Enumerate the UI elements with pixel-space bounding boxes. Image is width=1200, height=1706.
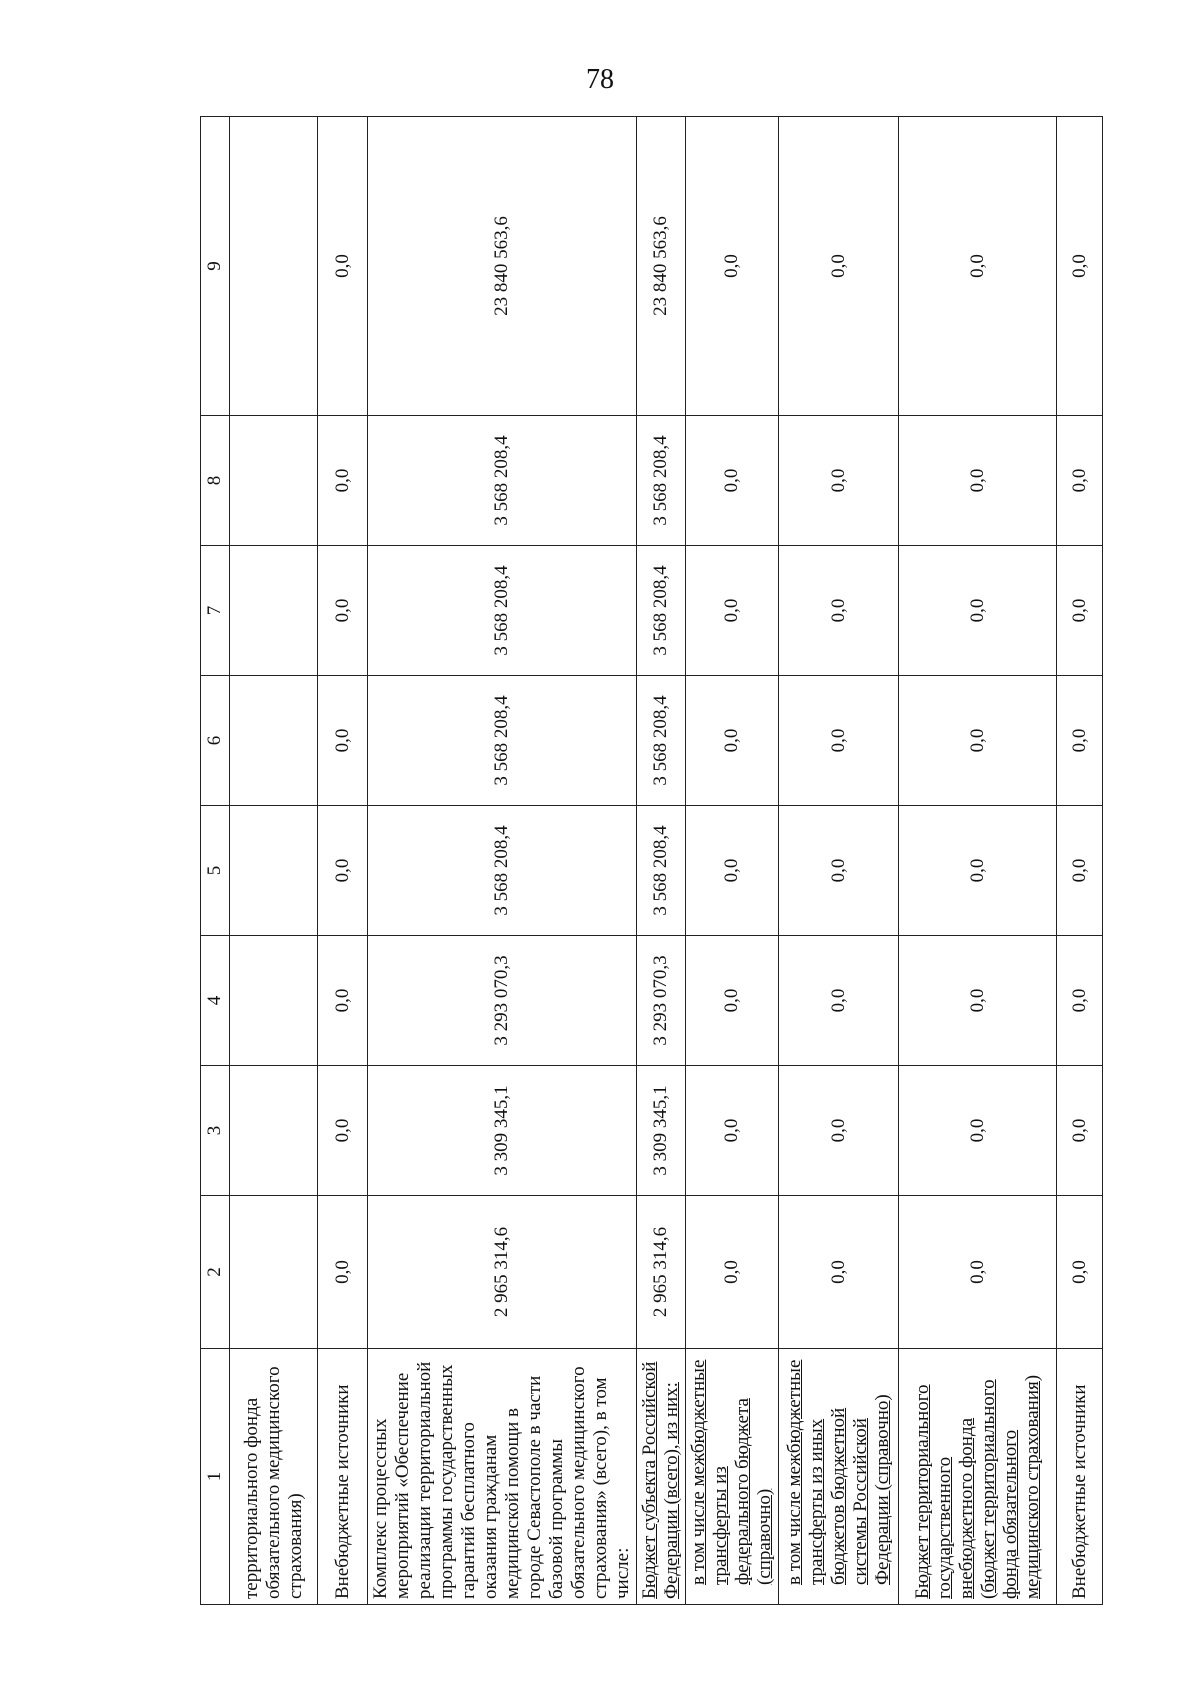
table-cell: 0,0 xyxy=(899,1196,1057,1349)
table-cell: 0,0 xyxy=(899,806,1057,936)
table-cell: 3 309 345,1 xyxy=(637,1066,686,1196)
table-cell: 0,0 xyxy=(318,936,368,1066)
table-cell: 0,0 xyxy=(1057,1066,1103,1196)
table-cell: 0,0 xyxy=(686,1196,779,1349)
table-cell: 0,0 xyxy=(779,806,899,936)
row-label: Комплекс процессных мероприятий «Обеспечение реализации территориальной программы государственных гарантий бесплатного оказания гражданам медицинской помощи в городе Севастополе в части базовой программы обязательного медицинского страхования» (всего), в том числе: xyxy=(368,1349,637,1605)
table-cell: 0,0 xyxy=(1057,546,1103,676)
table-cell: 0,0 xyxy=(899,546,1057,676)
page-number: 78 xyxy=(586,64,614,95)
table-cell: 23 840 563,6 xyxy=(368,117,637,416)
table-cell xyxy=(230,676,318,806)
table-cell: 0,0 xyxy=(318,676,368,806)
column-header: 8 xyxy=(201,416,230,546)
row-label-text: в том числе межбюджетные трансферты из иных бюджетов бюджетной системы Российской Федерации (справочно) xyxy=(783,1359,893,1585)
table-cell: 0,0 xyxy=(686,546,779,676)
table-cell: 3 568 208,4 xyxy=(368,416,637,546)
row-label: Внебюджетные источники xyxy=(318,1349,368,1605)
table-cell: 0,0 xyxy=(1057,416,1103,546)
row-label: территориального фонда обязательного медицинского страхования) xyxy=(230,1349,318,1605)
table-cell: 0,0 xyxy=(1057,1196,1103,1349)
table-cell: 0,0 xyxy=(318,1196,368,1349)
row-label: Бюджет субъекта Российской Федерации (всего), из них: xyxy=(637,1349,686,1605)
table-cell: 0,0 xyxy=(1057,117,1103,416)
table-cell: 0,0 xyxy=(1057,676,1103,806)
table-row xyxy=(318,117,368,1605)
table-cell: 3 568 208,4 xyxy=(637,416,686,546)
row-label: Внебюджетные источники xyxy=(1057,1349,1103,1605)
table-cell: 0,0 xyxy=(686,676,779,806)
column-header: 4 xyxy=(201,936,230,1066)
table-cell: 0,0 xyxy=(318,546,368,676)
table-cell: 3 568 208,4 xyxy=(368,546,637,676)
column-header: 1 xyxy=(201,1349,230,1605)
table-cell: 0,0 xyxy=(686,936,779,1066)
table-cell: 3 568 208,4 xyxy=(368,806,637,936)
table-cell: 0,0 xyxy=(318,1066,368,1196)
table-cell: 3 568 208,4 xyxy=(637,806,686,936)
table-cell: 0,0 xyxy=(899,117,1057,416)
table-cell xyxy=(230,117,318,416)
table-row xyxy=(1057,117,1103,1605)
table-cell: 0,0 xyxy=(1057,806,1103,936)
table-cell xyxy=(230,1196,318,1349)
table-cell: 0,0 xyxy=(318,117,368,416)
table-cell: 0,0 xyxy=(779,936,899,1066)
table-cell: 0,0 xyxy=(686,1066,779,1196)
table-cell: 2 965 314,6 xyxy=(368,1196,637,1349)
rotated-table-container xyxy=(200,117,1094,1605)
table-cell: 23 840 563,6 xyxy=(637,117,686,416)
table-cell xyxy=(230,1066,318,1196)
row-label: Бюджет территориального государственного внебюджетного фонда (бюджет территориального фонда обязательного медицинского страхования) xyxy=(899,1349,1057,1605)
table-cell: 3 568 208,4 xyxy=(368,676,637,806)
table-cell: 0,0 xyxy=(779,1066,899,1196)
column-header: 2 xyxy=(201,1196,230,1349)
table-cell: 0,0 xyxy=(686,806,779,936)
table-cell: 3 293 070,3 xyxy=(637,936,686,1066)
table-cell: 0,0 xyxy=(779,117,899,416)
table-row xyxy=(686,117,779,1605)
table-cell xyxy=(230,546,318,676)
table-cell xyxy=(230,416,318,546)
table-cell: 0,0 xyxy=(899,1066,1057,1196)
table-cell: 0,0 xyxy=(1057,936,1103,1066)
column-header: 3 xyxy=(201,1066,230,1196)
table-cell: 0,0 xyxy=(318,416,368,546)
table-cell: 0,0 xyxy=(899,936,1057,1066)
table-row xyxy=(779,117,899,1605)
table-row xyxy=(368,117,637,1605)
budget-table xyxy=(200,116,1103,1605)
table-cell: 0,0 xyxy=(899,416,1057,546)
table-row xyxy=(230,117,318,1605)
table-row xyxy=(637,117,686,1605)
table-cell: 0,0 xyxy=(686,416,779,546)
table-cell: 3 568 208,4 xyxy=(637,676,686,806)
table-row xyxy=(899,117,1057,1605)
table-cell: 3 568 208,4 xyxy=(637,546,686,676)
column-header: 7 xyxy=(201,546,230,676)
table-cell: 2 965 314,6 xyxy=(637,1196,686,1349)
row-label xyxy=(686,1349,779,1605)
column-header: 6 xyxy=(201,676,230,806)
table-cell: 3 293 070,3 xyxy=(368,936,637,1066)
table-cell: 0,0 xyxy=(779,676,899,806)
row-label-text: в том числе межбюджетные трансферты из федерального бюджета (справочно) xyxy=(688,1359,775,1585)
table-cell: 0,0 xyxy=(899,676,1057,806)
column-header: 5 xyxy=(201,806,230,936)
table-cell xyxy=(230,806,318,936)
table-cell: 0,0 xyxy=(779,546,899,676)
table-cell: 3 309 345,1 xyxy=(368,1066,637,1196)
table-cell: 0,0 xyxy=(686,117,779,416)
table-cell xyxy=(230,936,318,1066)
table-cell: 0,0 xyxy=(779,1196,899,1349)
table-cell: 0,0 xyxy=(318,806,368,936)
row-label xyxy=(779,1349,899,1605)
table-cell: 0,0 xyxy=(779,416,899,546)
column-header: 9 xyxy=(201,117,230,416)
table-header-row xyxy=(201,117,230,1605)
